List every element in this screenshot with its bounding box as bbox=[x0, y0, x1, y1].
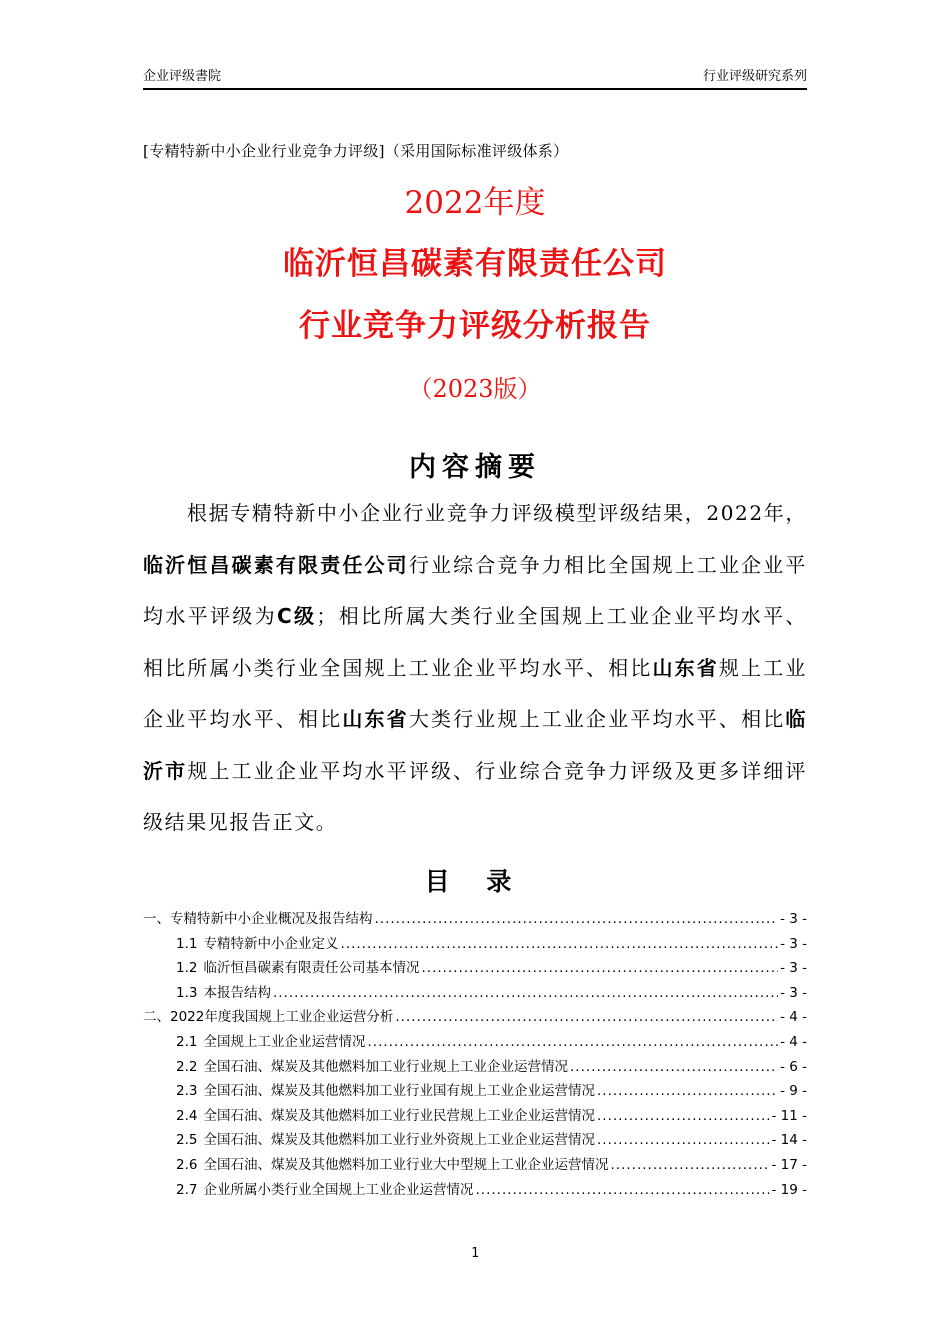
toc-entry-number: 1.1 bbox=[176, 935, 198, 952]
title-company: 临沂恒昌碳素有限责任公司 bbox=[283, 246, 667, 282]
toc-entry-page: - 6 - bbox=[780, 1058, 807, 1075]
toc-entry-page: - 3 - bbox=[780, 960, 807, 977]
abstract-paragraph bbox=[143, 488, 807, 849]
toc-leader-dots bbox=[395, 1009, 778, 1025]
toc-entry-page: - 19 - bbox=[771, 1181, 807, 1198]
toc-entry-page: - 3 - bbox=[780, 935, 807, 952]
toc-entry-label: 全国石油、煤炭及其他燃料加工业行业国有规上工业企业运营情况 bbox=[203, 1083, 595, 1100]
abstract-emphasis: 临沂恒昌碳素有限责任公司 bbox=[143, 552, 409, 577]
abstract-text: ；相比所属大类行业全国规上工业企业平均水平、相比所属小类行业全国规上工业企业平均水平、相比 bbox=[143, 604, 807, 680]
toc-entry-page: - 4 - bbox=[780, 1033, 807, 1050]
toc-entry-number: 2.3 bbox=[176, 1083, 198, 1100]
toc-leader-dots bbox=[340, 936, 778, 952]
toc-entry-page: - 4 - bbox=[780, 1009, 807, 1026]
toc-entry-label: 专精特新中小企业概况及报告结构 bbox=[170, 911, 373, 927]
series-label: [专精特新中小企业行业竞争力评级]（采用国际标准评级体系） bbox=[143, 142, 569, 160]
toc-entry-number: 2.4 bbox=[176, 1107, 198, 1124]
abstract-text: 行业综合竞争力相比全国规上工业企业平均水平评级为 bbox=[143, 552, 807, 628]
toc-leader-dots bbox=[367, 1034, 778, 1050]
toc-entry-page: - 3 - bbox=[780, 911, 807, 927]
page-header bbox=[143, 68, 807, 90]
table-of-contents bbox=[143, 907, 807, 1202]
title-year: 2022年度 bbox=[404, 185, 546, 221]
toc-entry-number: 1.3 bbox=[176, 984, 198, 1001]
abstract-heading: 内容摘要 bbox=[409, 452, 541, 483]
toc-entry[interactable] bbox=[143, 932, 807, 957]
toc-entry-label: 全国石油、煤炭及其他燃料加工业行业大中型规上工业企业运营情况 bbox=[203, 1156, 609, 1173]
toc-leader-dots bbox=[421, 960, 778, 976]
toc-leader-dots bbox=[597, 1108, 770, 1124]
toc-entry-number: 一、 bbox=[143, 911, 170, 927]
toc-entry-label: 本报告结构 bbox=[203, 984, 271, 1001]
toc-entry-label: 全国石油、煤炭及其他燃料加工业行业外资规上工业企业运营情况 bbox=[203, 1132, 595, 1149]
toc-entry[interactable] bbox=[143, 1030, 807, 1055]
toc-entry[interactable] bbox=[143, 1178, 807, 1203]
toc-entry-label: 2022年度我国规上工业企业运营分析 bbox=[170, 1009, 394, 1026]
toc-entry-label: 专精特新中小企业定义 bbox=[203, 935, 339, 952]
toc-entry-label: 全国石油、煤炭及其他燃料加工业行业民营规上工业企业运营情况 bbox=[203, 1107, 595, 1124]
toc-leader-dots bbox=[570, 1059, 778, 1075]
abstract-emphasis: 山东省 bbox=[342, 707, 409, 731]
abstract-emphasis: 临沂市 bbox=[143, 707, 807, 783]
toc-entry-page: - 17 - bbox=[771, 1156, 807, 1173]
abstract-emphasis: 山东省 bbox=[652, 655, 719, 680]
title-version: （2023版） bbox=[408, 375, 542, 403]
toc-entry-number: 2.5 bbox=[176, 1132, 198, 1149]
toc-leader-dots bbox=[597, 1083, 778, 1099]
toc-entry-number: 1.2 bbox=[176, 960, 198, 977]
abstract-emphasis: C级 bbox=[277, 604, 317, 628]
toc-entry[interactable] bbox=[143, 1128, 807, 1153]
toc-entry[interactable] bbox=[143, 1079, 807, 1104]
toc-leader-dots bbox=[273, 985, 778, 1001]
toc-entry-number: 2.2 bbox=[176, 1058, 198, 1075]
toc-entry[interactable] bbox=[143, 907, 807, 932]
header-publisher: 企业评级書院 bbox=[143, 69, 222, 84]
toc-entry-page: - 11 - bbox=[771, 1107, 807, 1124]
header-series: 行业评级研究系列 bbox=[702, 69, 807, 84]
toc-entry-number: 2.7 bbox=[176, 1181, 198, 1198]
toc-entry[interactable] bbox=[143, 956, 807, 981]
abstract-text: 规上工业企业平均水平、相比 bbox=[143, 655, 807, 731]
toc-entry[interactable] bbox=[143, 1104, 807, 1129]
toc-entry-page: - 14 - bbox=[771, 1132, 807, 1149]
toc-entry[interactable] bbox=[143, 981, 807, 1006]
abstract-text: 大类行业规上工业企业平均水平、相比 bbox=[408, 707, 786, 731]
toc-entry-label: 全国规上工业企业运营情况 bbox=[203, 1033, 366, 1050]
toc-leader-dots bbox=[597, 1132, 770, 1148]
toc-leader-dots bbox=[610, 1157, 769, 1173]
toc-entry-number: 二、 bbox=[143, 1009, 170, 1026]
toc-entry-number: 2.1 bbox=[176, 1033, 198, 1050]
toc-leader-dots bbox=[475, 1182, 769, 1198]
toc-entry-label: 临沂恒昌碳素有限责任公司基本情况 bbox=[203, 960, 420, 977]
toc-entry[interactable] bbox=[143, 1005, 807, 1030]
toc-entry-page: - 3 - bbox=[780, 984, 807, 1001]
toc-entry[interactable] bbox=[143, 1153, 807, 1178]
title-report: 行业竞争力评级分析报告 bbox=[299, 308, 651, 344]
toc-entry[interactable] bbox=[143, 1055, 807, 1080]
toc-heading: 目 录 bbox=[424, 867, 526, 896]
toc-entry-page: - 9 - bbox=[780, 1083, 807, 1100]
abstract-text: 规上工业企业平均水平评级、行业综合竞争力评级及更多详细评级结果见报告正文。 bbox=[143, 758, 807, 834]
page-number: 1 bbox=[471, 1246, 479, 1261]
toc-entry-label: 企业所属小类行业全国规上工业企业运营情况 bbox=[203, 1181, 474, 1198]
abstract-text: 根据专精特新中小企业行业竞争力评级模型评级结果，2022年， bbox=[187, 501, 807, 525]
toc-entry-label: 全国石油、煤炭及其他燃料加工业行业规上工业企业运营情况 bbox=[203, 1058, 568, 1075]
toc-leader-dots bbox=[375, 911, 779, 927]
toc-entry-number: 2.6 bbox=[176, 1156, 198, 1173]
